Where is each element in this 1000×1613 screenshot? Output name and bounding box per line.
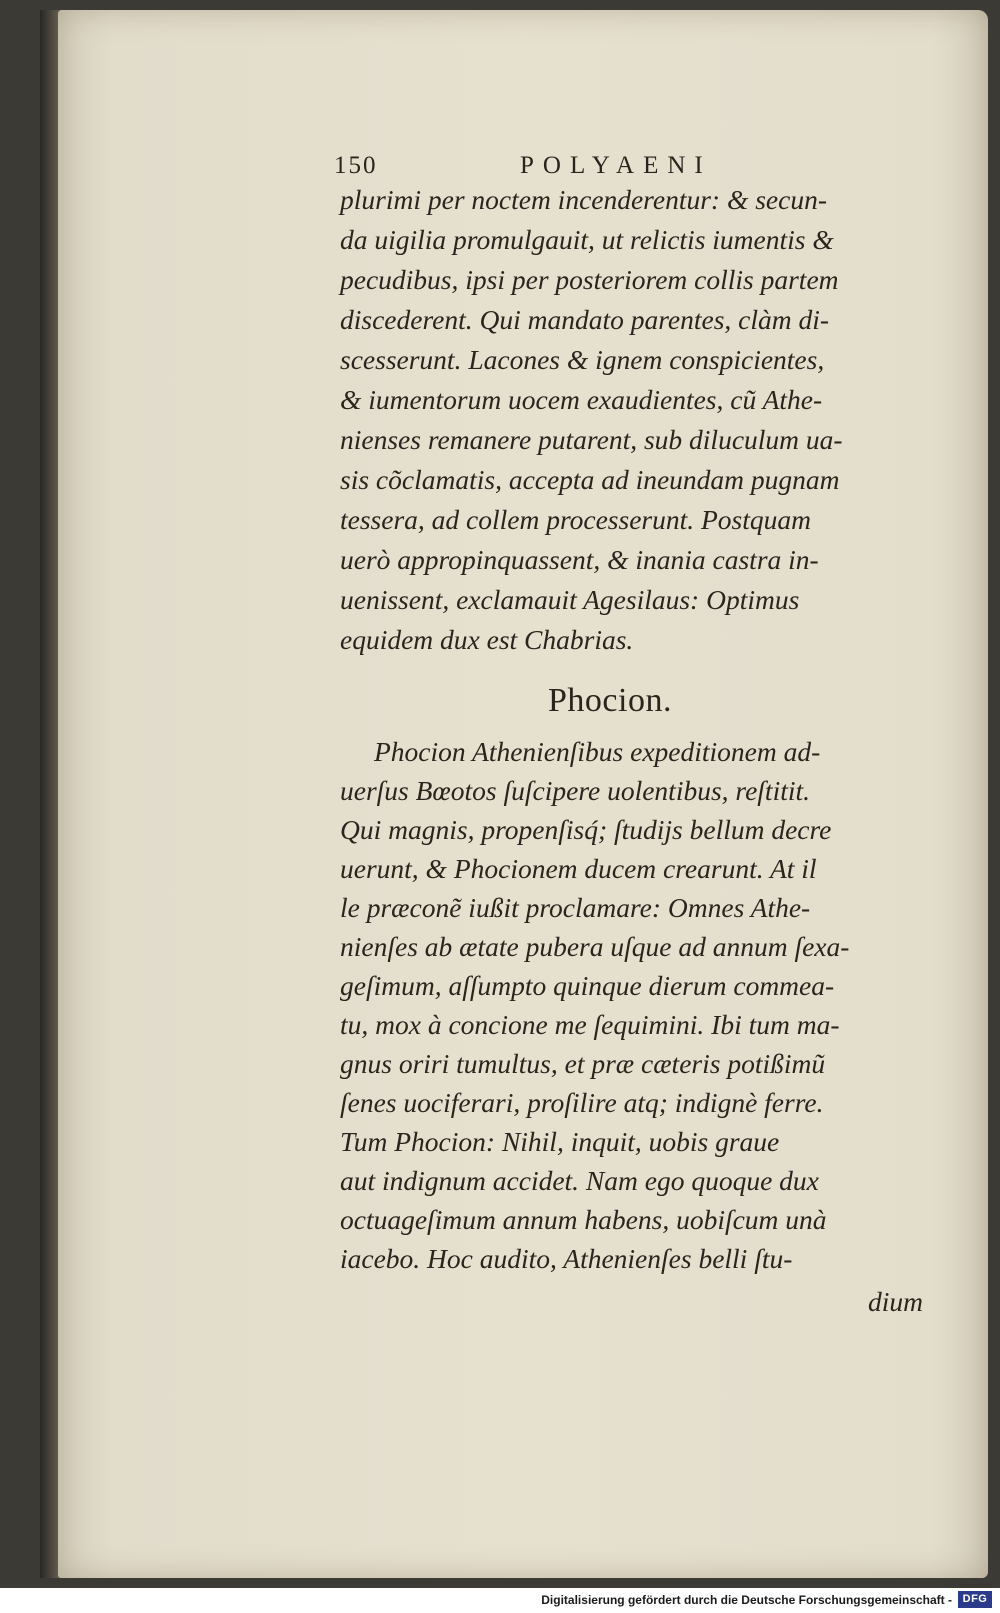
text-line: uerunt, & Phocionem ducem crearunt. At il	[340, 853, 817, 884]
text-line: nienses remanere putarent, sub diluculum ua-	[340, 424, 843, 455]
text-line: uerſus Bœotos ſuſcipere uolentibus, reſtitit.	[340, 775, 811, 806]
footer-credit: Digitalisierung gefördert durch die Deutsche Forschungsgemeinschaft -	[541, 1593, 952, 1607]
text-line: Phocion Athenienſibus expeditionem ad-	[374, 736, 821, 767]
dfg-logo-icon: DFG	[958, 1591, 992, 1608]
text-line: le præconẽ iußit proclamare: Omnes Athe-	[340, 892, 811, 923]
running-head	[334, 152, 804, 186]
text-line: gnus oriri tumultus, et præ cæteris potißimũ	[340, 1048, 826, 1079]
text-line: aut indignum accidet. Nam ego quoque dux	[340, 1165, 819, 1196]
text-line: & iumentorum uocem exaudientes, cũ Athe-	[340, 384, 823, 415]
text-line: tu, mox à concione me ſequimini. Ibi tum ma-	[340, 1009, 840, 1040]
text-line: nienſes ab ætate pubera uſque ad annum ſexa-	[340, 931, 850, 962]
text-line: scesserunt. Lacones & ignem conspicientes,	[340, 344, 825, 375]
footer-bar	[0, 1588, 1000, 1613]
text-line: uenissent, exclamauit Agesilaus: Optimus	[340, 584, 800, 615]
text-line: Tum Phocion: Nihil, inquit, uobis graue	[340, 1126, 780, 1157]
text-line: da uigilia promulgauit, ut relictis iumentis &	[340, 224, 834, 255]
page-number: 150	[334, 152, 378, 179]
text-line: octuageſimum annum habens, uobiſcum unà	[340, 1204, 827, 1235]
text-line: discederent. Qui mandato parentes, clàm di-	[340, 304, 830, 335]
running-title: POLYAENI	[520, 152, 712, 179]
text-line: geſimum, aſſumpto quinque dierum commea-	[340, 970, 835, 1001]
text-line: uerò appropinquassent, & inania castra in-	[340, 544, 819, 575]
section-heading: Phocion.	[548, 682, 672, 719]
text-line: pecudibus, ipsi per posteriorem collis partem	[340, 264, 839, 295]
text-line: equidem dux est Chabrias.	[340, 624, 634, 655]
text-line: sis cõclamatis, accepta ad ineundam pugnam	[340, 464, 840, 495]
text-line: iacebo. Hoc audito, Athenienſes belli ſtu-	[340, 1243, 793, 1274]
catchword: dium	[868, 1286, 923, 1317]
text-line: Qui magnis, propenſisq́; ſtudijs bellum decre	[340, 814, 832, 845]
text-line: tessera, ad collem processerunt. Postquam	[340, 504, 812, 535]
text-line: plurimi per noctem incenderentur: & secun-	[340, 184, 827, 215]
text-line: ſenes uociferari, proſilire atq; indignè ferre.	[340, 1087, 824, 1118]
